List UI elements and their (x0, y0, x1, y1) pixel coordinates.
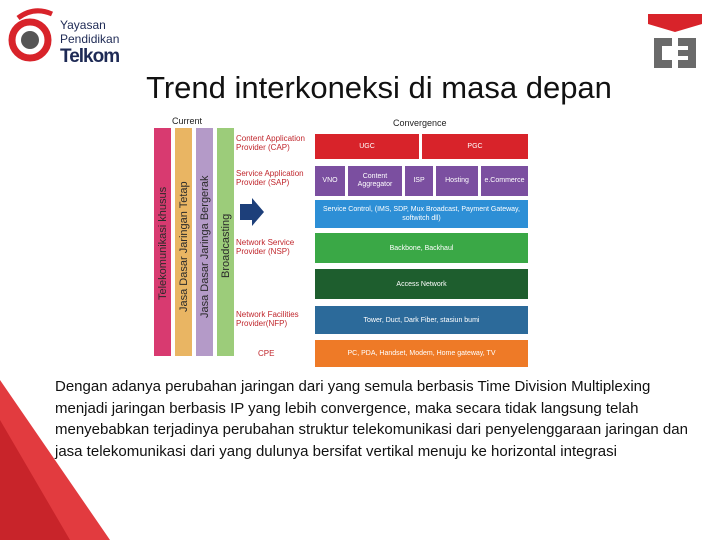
label-nsp: Network Service Provider (NSP) (236, 238, 295, 256)
cell-ecommerce: e.Commerce (481, 166, 528, 196)
cell-ugc: UGC (315, 134, 419, 159)
vertical-label-2: Jasa Dasar Jaringan Tetap (178, 181, 190, 312)
label-current: Current (172, 116, 203, 126)
label-sap: Service Application Provider (SAP) (236, 169, 304, 187)
cell-isp: ISP (405, 166, 433, 196)
logo-line-3: Telkom (60, 46, 120, 67)
arrow-right-icon (240, 198, 264, 226)
cell-pgc: PGC (422, 134, 528, 159)
vertical-label-3: Jasa Dasar Jaringa Bergerak (199, 175, 211, 318)
right-logo-icon (648, 14, 702, 76)
body-paragraph: Dengan adanya perubahan jaringan dari yang semula berbasis Time Division Multiplexing menjadi jaringan berbasis IP yang lebih convergence, maka secara tidak langsung telah menyebabkan terjadinya perubahan struktur telekomunikasi dari penyelenggaraan jaringan dan jasa telekomunikasi dari yang dulunya bersifat vertikal menuju ke horizontal integrasi (55, 378, 688, 460)
layer-backbone: Backbone, Backhaul (315, 233, 528, 263)
cell-hosting: Hosting (436, 166, 478, 196)
logo-line-1: Yayasan (60, 18, 106, 32)
vertical-label-1: Telekomunikasi khusus (157, 186, 169, 300)
cell-content-aggregator: Content Aggregator (348, 166, 402, 196)
layer-service-control: Service Control, (IMS, SDP, Mux Broadcast, Payment Gateway, softwitch dll) (315, 200, 528, 228)
telkom-logo-icon (8, 6, 58, 66)
label-convergence: Convergence (393, 118, 447, 128)
label-nfp: Network Facilities Provider(NFP) (236, 310, 299, 328)
logo-line-2: Pendidikan (60, 32, 120, 46)
cell-vno: VNO (315, 166, 345, 196)
label-cap: Content Application Provider (CAP) (236, 134, 305, 152)
page-title: Trend interkoneksi di masa depan (146, 70, 612, 105)
vertical-label-4: Broadcasting (220, 213, 232, 278)
layer-devices: PC, PDA, Handset, Modem, Home gateway, TV (315, 340, 528, 367)
label-cpe: CPE (258, 349, 275, 358)
layer-access-network: Access Network (315, 269, 528, 299)
telkom-logo (8, 6, 138, 68)
layer-tower: Tower, Duct, Dark Fiber, stasiun bumi (315, 306, 528, 334)
